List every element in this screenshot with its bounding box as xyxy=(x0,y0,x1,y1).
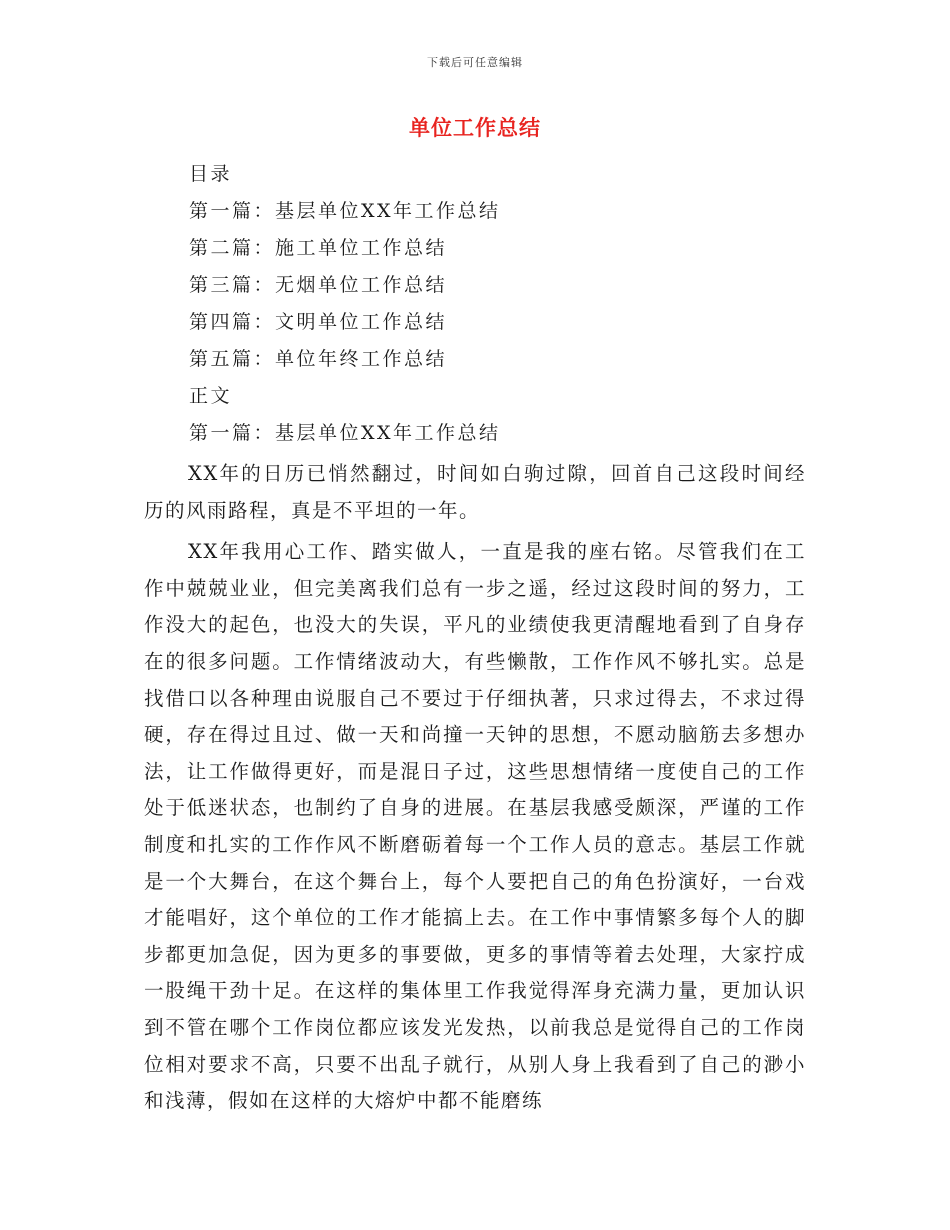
table-of-contents xyxy=(189,156,829,452)
toc-item-3: 第三篇：无烟单位工作总结 xyxy=(189,274,448,296)
paragraph: XX年的日历已悄然翻过，时间如白驹过隙，回首自己这段时间经历的风雨路程，真是不平坦的一年。 xyxy=(144,462,806,522)
toc-heading: 目录 xyxy=(189,163,233,185)
toc-item-4: 第四篇：文明单位工作总结 xyxy=(189,311,448,333)
section-heading: 第一篇：基层单位XX年工作总结 xyxy=(189,422,501,444)
toc-item-5: 第五篇：单位年终工作总结 xyxy=(189,348,448,370)
paragraph: XX年我用心工作、踏实做人，一直是我的座右铭。尽管我们在工作中兢兢业业，但完美离我们总有一步之遥，经过这段时间的努力，工作没大的起色，也没大的失误，平凡的业绩使我更清醒地看到了自身存在的很多问题。工作情绪波动大，有些懒散，工作作风不够扎实。总是找借口以各种理由说服自己不要过于仔细执著，只求过得去，不求过得硬，存在得过且过、做一天和尚撞一天钟的思想，不愿动脑筋去多想办法，让工作做得更好，而是混日子过，这些思想情绪一度使自己的工作处于低迷状态，也制约了自身的进展。在基层我感受颇深，严谨的工作制度和扎实的工作作风不断磨砺着每一个工作人员的意志。基层工作就是一个大舞台，在这个舞台上，每个人要把自己的角色扮演好，一台戏才能唱好，这个单位的工作才能搞上去。在工作中事情繁多每个人的脚步都更加急促，因为更多的事要做，更多的事情等着去处理，大家拧成一股绳干劲十足。在这样的集体里工作我觉得浑身充满力量，更加认识到不管在哪个工作岗位都应该发光发热，以前我总是觉得自己的工作岗位相对要求不高，只要不出乱子就行，从别人身上我看到了自己的渺小和浅薄，假如在这样的大熔炉中都不能磨练 xyxy=(144,540,806,1113)
header-note: 下载后可任意编辑 xyxy=(427,56,523,69)
toc-item-1: 第一篇：基层单位XX年工作总结 xyxy=(189,200,501,222)
body-heading: 正文 xyxy=(189,385,233,407)
body-text xyxy=(144,456,806,1125)
toc-item-2: 第二篇：施工单位工作总结 xyxy=(189,237,448,259)
document-title: 单位工作总结 xyxy=(409,116,541,140)
